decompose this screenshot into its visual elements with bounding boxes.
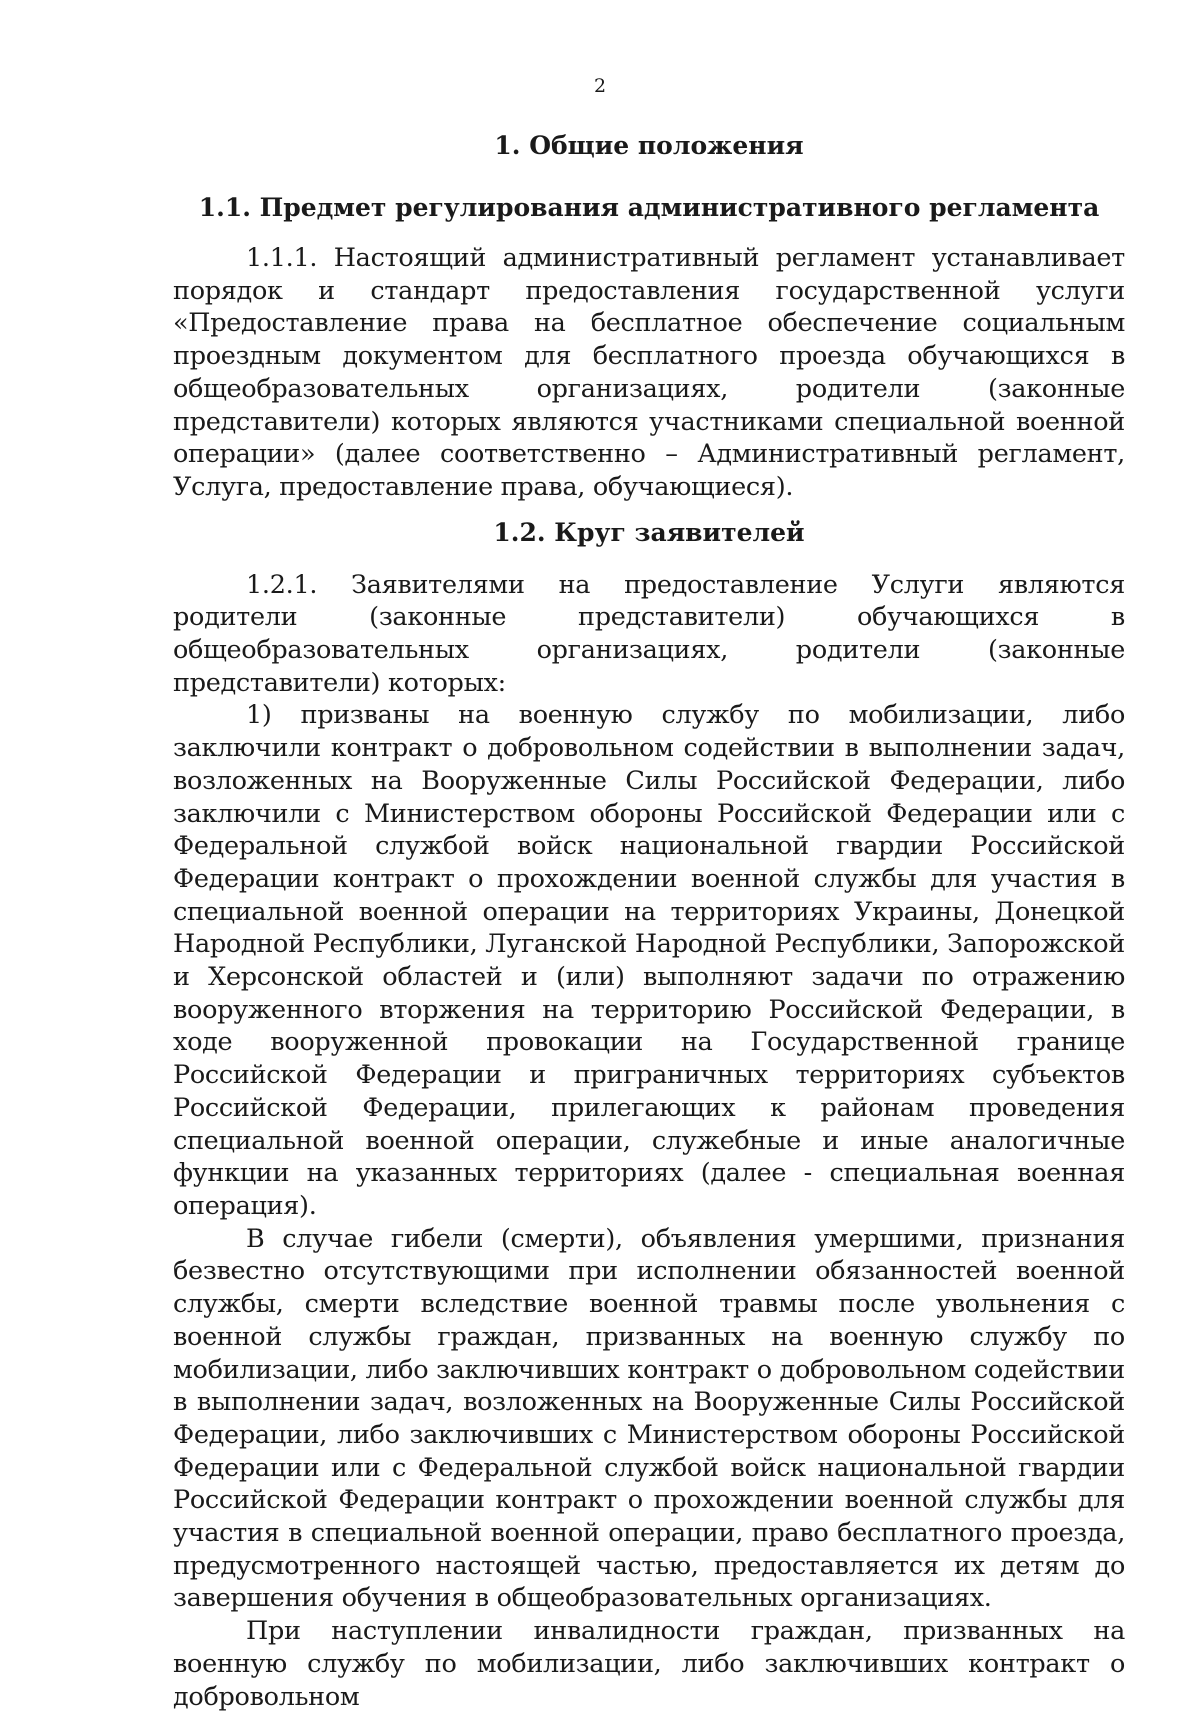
paragraph-1-2-1: 1.2.1. Заявителями на предоставление Услуги являются родители (законные представители) обучающихся в общеобразовательных организациях, родители (законные представители) которых: bbox=[173, 569, 1125, 698]
document-body bbox=[173, 130, 1125, 1713]
paragraph-1-1-1: 1.1.1. Настоящий административный регламент устанавливает порядок и стандарт предоставления государственной услуги «Предоставление права на бесплатное обеспечение социальным проездным документом для бесплатного проезда обучающихся в общеобразовательных организациях, родители (законные представители) которых являются участниками специальной военной операции» (далее соответственно – Административный регламент, Услуга, предоставление права, обучающиеся). bbox=[173, 243, 1125, 502]
subsection-heading-applicants: 1.2. Круг заявителей bbox=[493, 517, 805, 547]
section-heading-general-provisions: 1. Общие положения bbox=[494, 131, 804, 160]
paragraph-death-case: В случае гибели (смерти), объявления умершими, признания безвестно отсутствующими при исполнении обязанностей военной службы, смерти вследствие военной травмы после увольнения с военной службы граждан, призванных на военную службу по мобилизации, либо заключивших контракт о добровольном содействии в выполнении задач, возложенных на Вооруженные Силы Российской Федерации, либо заключивших с Министерством обороны Российской Федерации или с Федеральной службой войск национальной гвардии Российской Федерации контракт о прохождении военной службы для участия в специальной военной операции, право бесплатного проезда, предусмотренного настоящей частью, предоставляется их детям до завершения обучения в общеобразовательных организациях. bbox=[173, 1223, 1125, 1614]
page-number: 2 bbox=[593, 75, 607, 97]
subsection-heading-regulation-subject: 1.1. Предмет регулирования административного регламента bbox=[198, 193, 1100, 222]
paragraph-disability-case: При наступлении инвалидности граждан, призванных на военную службу по мобилизации, либо заключивших контракт о добровольном bbox=[173, 1616, 1125, 1712]
paragraph-item-1: 1) призваны на военную службу по мобилизации, либо заключили контракт о добровольном содействии в выполнении задач, возложенных на Вооруженные Силы Российской Федерации, либо заключили с Министерством обороны Российской Федерации или с Федеральной службой войск национальной гвардии Российской Федерации контракт о прохождении военной службы для участия в специальной военной операции на территориях Украины, Донецкой Народной Республики, Луганской Народной Республики, Запорожской и Херсонской областей и (или) выполняют задачи по отражению вооруженного вторжения на территорию Российской Федерации, в ходе вооруженной провокации на Государственной границе Российской Федерации и приграничных территориях субъектов Российской Федерации, прилегающих к районам проведения специальной военной операции, служебные и иные аналогичные функции на указанных территориях (далее - специальная военная операция). bbox=[173, 700, 1125, 1221]
